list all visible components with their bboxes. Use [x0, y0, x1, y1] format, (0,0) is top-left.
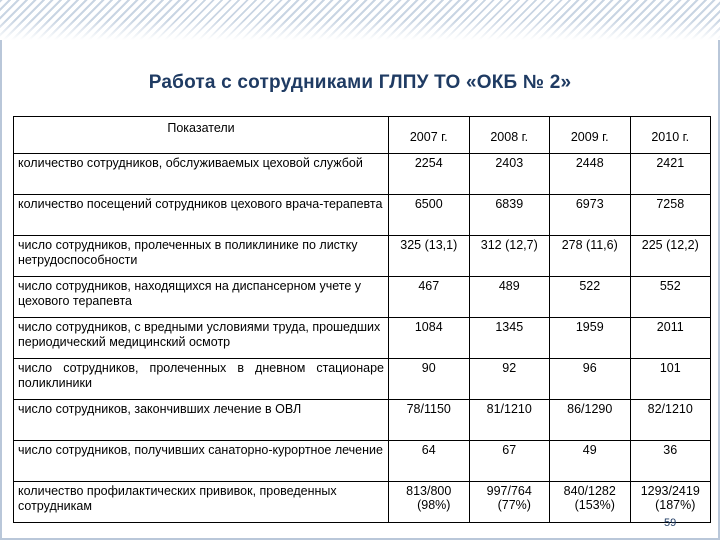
table-row	[14, 482, 711, 523]
header-year: 2008 г.	[469, 117, 550, 154]
row-label: число сотрудников, закончивших лечение в ОВЛ	[14, 400, 389, 441]
row-value	[550, 318, 631, 359]
row-value	[469, 318, 550, 359]
row-value	[469, 154, 550, 195]
row-value	[550, 195, 631, 236]
header-year: 2010 г.	[630, 117, 711, 154]
value-main: 7258	[656, 197, 685, 211]
value-percent: (98%)	[417, 498, 451, 512]
value-main: 1959	[575, 320, 604, 334]
row-label: количество посещений сотрудников цехового врача-терапевта	[14, 195, 389, 236]
row-value	[630, 318, 711, 359]
table-row	[14, 236, 711, 277]
value-main: 6839	[495, 197, 524, 211]
header-year: 2007 г.	[389, 117, 470, 154]
row-value	[630, 236, 711, 277]
row-value	[389, 482, 470, 523]
value-main: 86/1290	[567, 402, 613, 416]
value-percent: (187%)	[655, 498, 696, 512]
row-value	[389, 318, 470, 359]
value-main: 312 (12,7)	[480, 238, 538, 252]
value-percent: (77%)	[497, 498, 531, 512]
data-table	[13, 116, 711, 523]
table-row	[14, 359, 711, 400]
row-label: число сотрудников, с вредными условиями труда, прошедших периодический медицинский осмотр	[14, 318, 389, 359]
value-main: 2448	[575, 156, 604, 170]
table-row	[14, 154, 711, 195]
row-value	[550, 400, 631, 441]
value-main: 813/800	[406, 484, 452, 498]
row-value	[469, 277, 550, 318]
value-main: 840/1282	[563, 484, 616, 498]
value-main: 67	[502, 443, 517, 457]
value-main: 49	[582, 443, 597, 457]
row-value	[550, 482, 631, 523]
value-main: 96	[582, 361, 597, 375]
table-row	[14, 400, 711, 441]
row-value	[550, 154, 631, 195]
value-main: 90	[421, 361, 436, 375]
value-main: 82/1210	[647, 402, 693, 416]
value-main: 78/1150	[406, 402, 451, 416]
row-value	[389, 236, 470, 277]
row-label: число сотрудников, получивших санаторно-курортное лечение	[14, 441, 389, 482]
value-main: 278 (11,6)	[561, 238, 618, 252]
row-value	[389, 154, 470, 195]
row-label: число сотрудников, находящихся на диспансерном учете у цехового терапевта	[14, 277, 389, 318]
value-main: 81/1210	[486, 402, 532, 416]
value-main: 2403	[495, 156, 524, 170]
row-value	[630, 441, 711, 482]
value-main: 325 (13,1)	[400, 238, 458, 252]
row-value	[389, 277, 470, 318]
row-label: количество профилактических прививок, проведенных сотрудникам	[14, 482, 389, 523]
value-main: 36	[663, 443, 678, 457]
row-value	[550, 236, 631, 277]
header-indicators: Показатели	[14, 117, 389, 154]
value-main: 2254	[414, 156, 443, 170]
page-number: 59	[664, 517, 677, 529]
row-value	[469, 482, 550, 523]
row-label: число сотрудников, пролеченных в дневном стационаре поликлиники	[14, 359, 389, 400]
value-main: 1084	[414, 320, 443, 334]
value-percent: (153%)	[574, 498, 615, 512]
row-value	[550, 277, 631, 318]
table-row	[14, 441, 711, 482]
table-header-row	[14, 117, 711, 154]
row-value	[469, 359, 550, 400]
row-value	[630, 400, 711, 441]
value-main: 6973	[575, 197, 604, 211]
value-main: 489	[498, 279, 520, 293]
value-main: 522	[579, 279, 601, 293]
row-value	[550, 441, 631, 482]
table-row	[14, 195, 711, 236]
value-main: 997/764	[486, 484, 532, 498]
row-value	[389, 359, 470, 400]
value-main: 101	[659, 361, 681, 375]
row-label: число сотрудников, пролеченных в поликлинике по листку нетрудоспособности	[14, 236, 389, 277]
row-value	[630, 277, 711, 318]
row-value	[630, 154, 711, 195]
value-main: 2421	[656, 156, 685, 170]
row-label: количество сотрудников, обслуживаемых цеховой службой	[14, 154, 389, 195]
value-main: 1293/2419	[640, 484, 700, 498]
row-value	[630, 195, 711, 236]
row-value	[469, 236, 550, 277]
header-year: 2009 г.	[550, 117, 631, 154]
row-value	[389, 441, 470, 482]
value-main: 2011	[656, 320, 684, 334]
row-value	[469, 441, 550, 482]
table-row	[14, 318, 711, 359]
slide-title: Работа с сотрудниками ГЛПУ ТО «ОКБ № 2»	[148, 72, 572, 93]
table-row	[14, 277, 711, 318]
value-main: 467	[418, 279, 440, 293]
value-main: 552	[659, 279, 681, 293]
value-main: 6500	[414, 197, 443, 211]
row-value	[389, 195, 470, 236]
row-value	[389, 400, 470, 441]
row-value	[469, 400, 550, 441]
decorative-header-band	[0, 0, 720, 40]
value-main: 92	[502, 361, 517, 375]
value-main: 64	[421, 443, 436, 457]
row-value	[630, 359, 711, 400]
value-main: 1345	[495, 320, 524, 334]
row-value	[550, 359, 631, 400]
row-value	[469, 195, 550, 236]
value-main: 225 (12,2)	[641, 238, 699, 252]
